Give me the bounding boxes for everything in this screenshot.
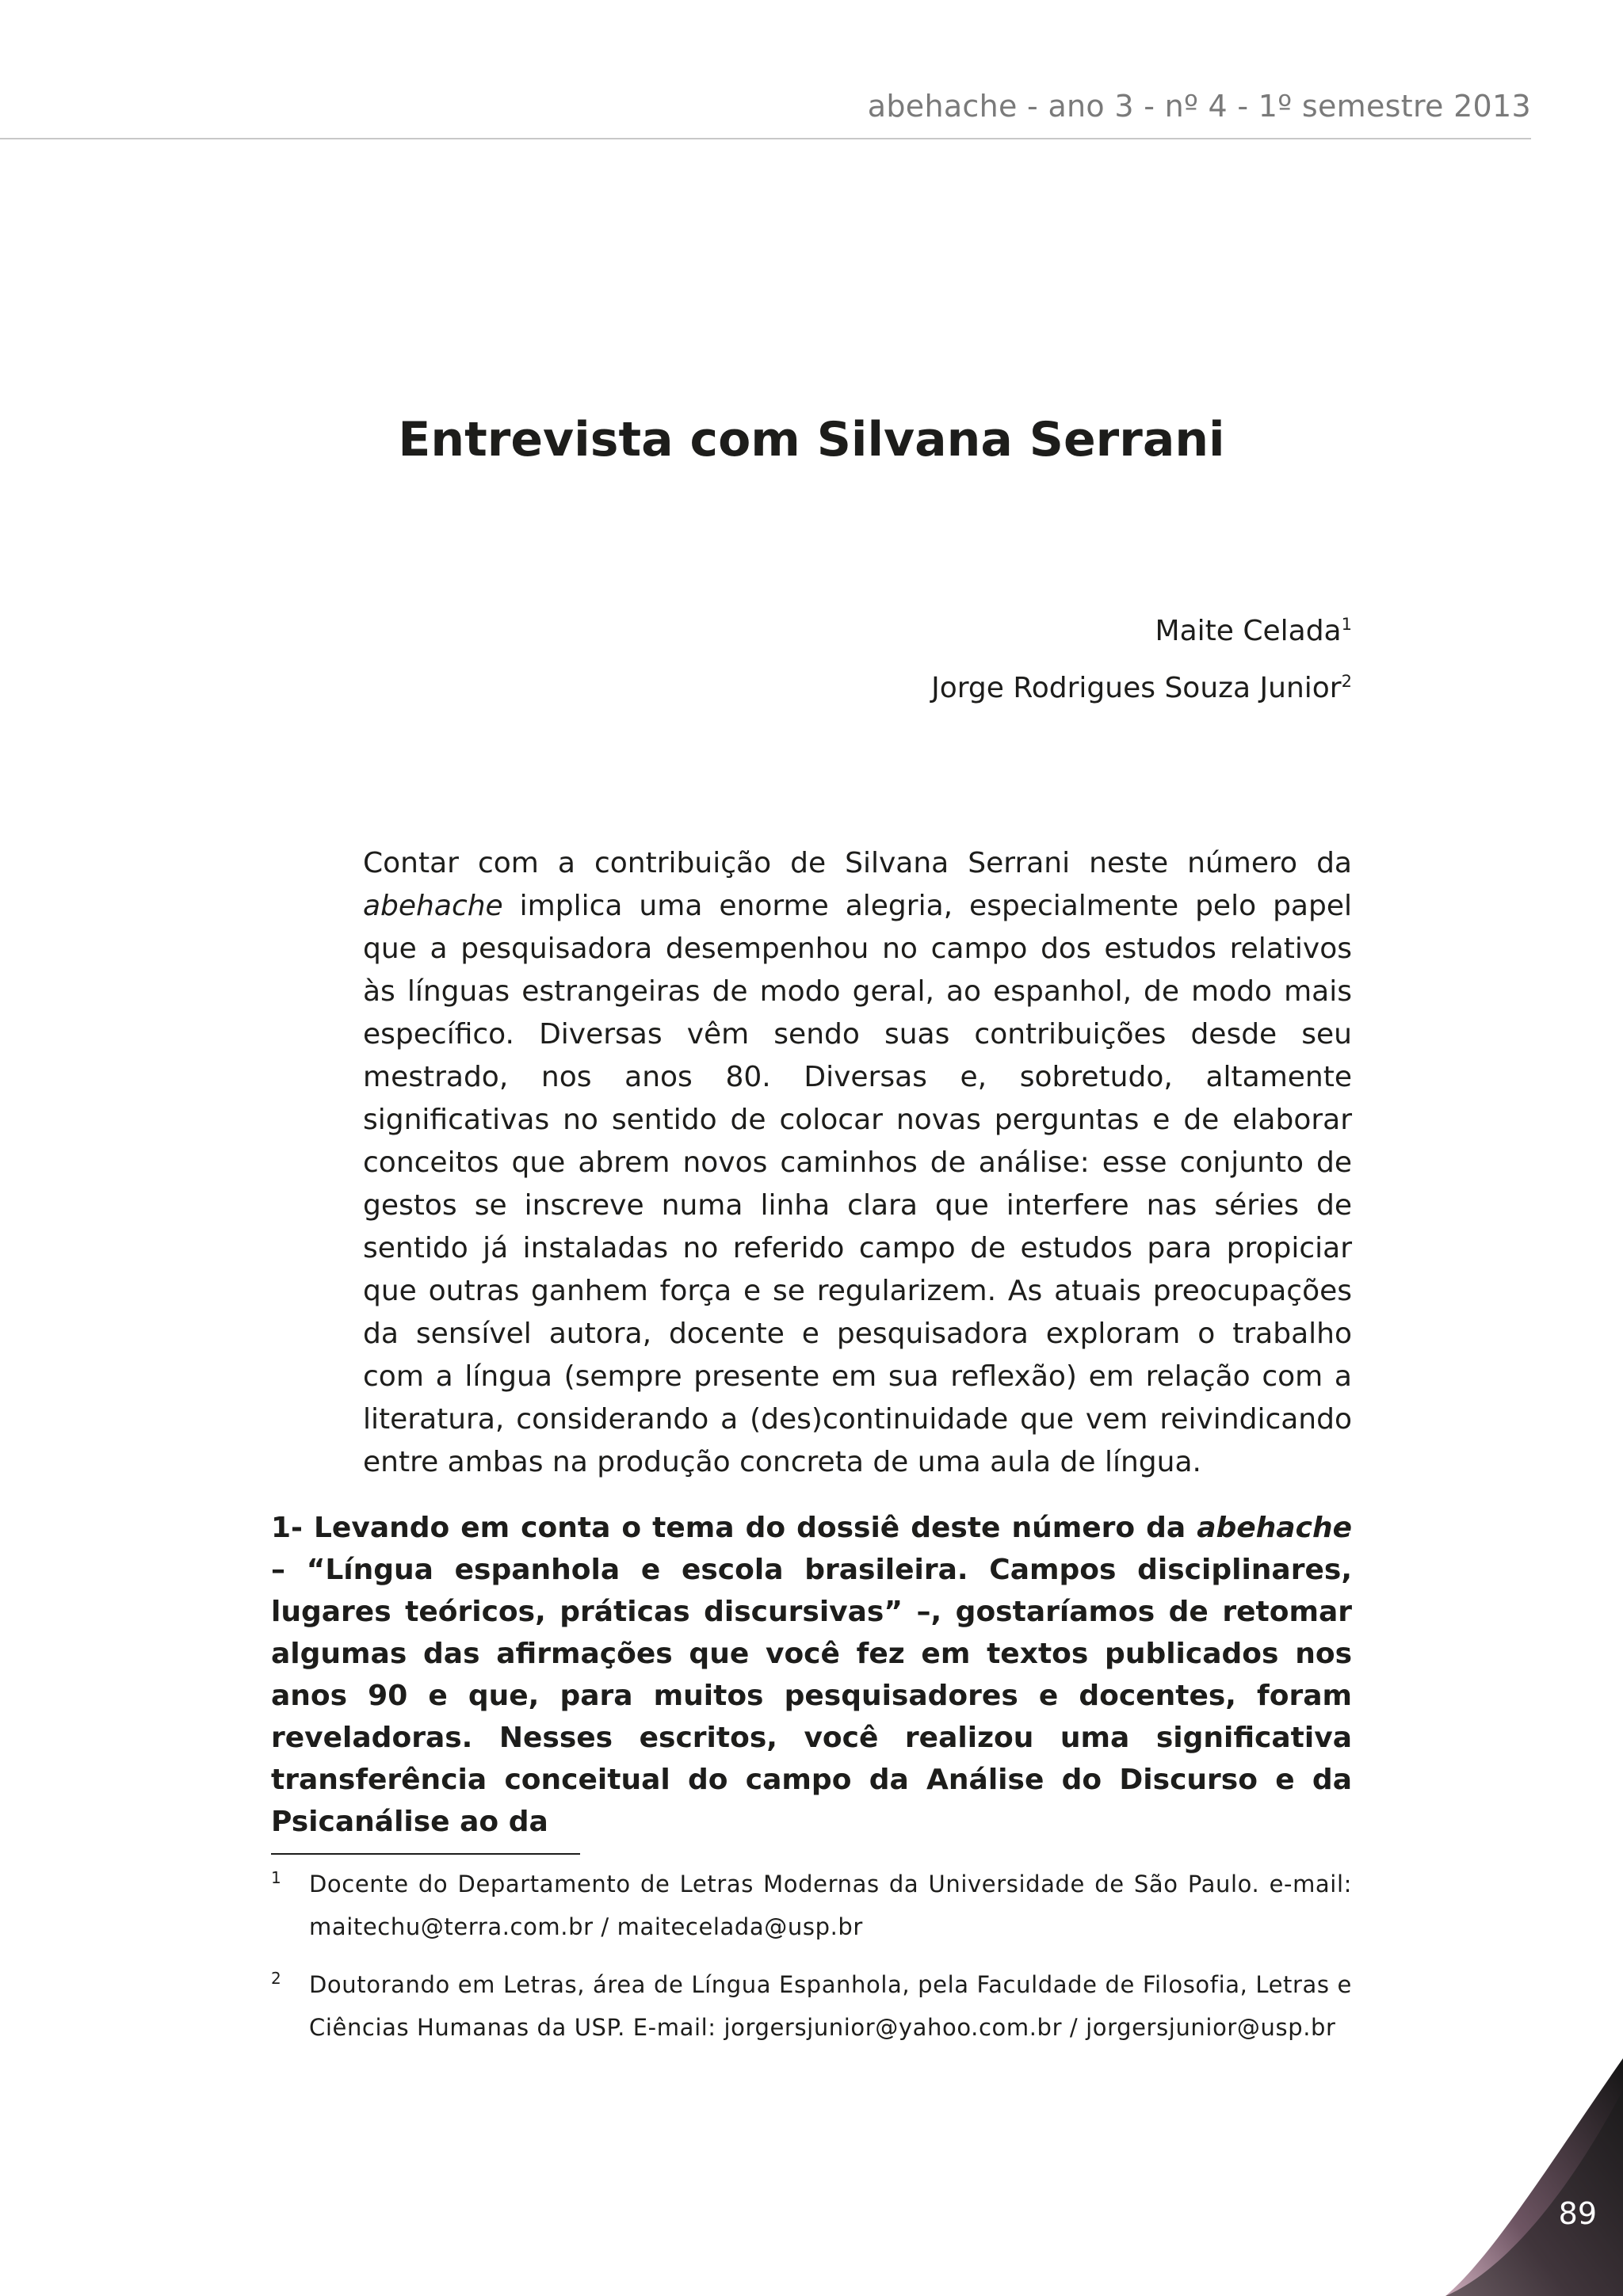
page-number: 89 <box>1558 2196 1597 2231</box>
header-rule <box>0 138 1531 139</box>
intro-text: implica uma enorme alegria, especialmente pelo papel que a pesquisadora desempenhou no campo dos estudos relativos às línguas estrangeiras de modo geral, ao espanhol, de modo mais específico. Diversas vêm sendo suas contribuições desde seu mestrado, nos anos 80. Diversas e, sobretudo, altamente significativas no sentido de colocar novas perguntas e de elaborar conceitos que abrem novos caminhos de análise: esse conjunto de gestos se inscreve numa linha clara que interfere nas séries de sentido já instaladas no referido campo de estudos para propiciar que outras ganhem força e se regularizem. As atuais preocupações da sensível autora, docente e pesquisadora exploram o trabalho com a língua (sempre presente em sua reflexão) em relação com a literatura, considerando a (des)continuidade que vem reivindicando entre ambas na produção concreta de uma aula de língua. <box>363 890 1352 1478</box>
footnote-text: Doutorando em Letras, área de Língua Espanhola, pela Faculdade de Filosofia, Letras e Ciências Humanas da USP. E-mail: jorgersjunior@yahoo.com.br / jorgersjunior@usp.br <box>309 1971 1352 2041</box>
journal-name: abehache <box>1197 1512 1352 1544</box>
footnote <box>271 1963 1352 2049</box>
author-name <box>931 672 1352 704</box>
running-header: abehache - ano 3 - nº 4 - 1º semestre 2013 <box>867 89 1531 124</box>
question-text: – “Língua espanhola e escola brasileira. Campos disciplinares, lugares teóricos, práticas discursivas” –, gostaríamos de retomar algumas das afirmações que você fez em textos publicados nos anos 90 e que, para muitos pesquisadores e docentes, foram reveladoras. Nesses escritos, você realizou uma significativa transferência conceitual do campo da Análise do Discurso e da Psicanálise ao da <box>271 1554 1352 1838</box>
article-title: Entrevista com Silvana Serrani <box>398 412 1225 467</box>
footnote-reference[interactable]: 1 <box>1341 615 1352 634</box>
footnote <box>271 1863 1352 1948</box>
author-name <box>1155 615 1352 647</box>
footnote-separator <box>271 1853 580 1855</box>
intro-text: Contar com a contribuição de Silvana Serrani neste número da <box>363 847 1352 879</box>
author-name-text: Jorge Rodrigues Souza Junior <box>931 672 1342 704</box>
interview-question <box>271 1507 1352 1843</box>
author-name-text: Maite Celada <box>1155 615 1342 647</box>
footnote-mark: 1 <box>271 1868 281 1887</box>
footnote-mark: 2 <box>271 1969 281 1988</box>
footnote-text: Docente do Departamento de Letras Modernas da Universidade de São Paulo. e-mail: maitechu@terra.com.br / maitecelada@usp.br <box>309 1871 1352 1940</box>
page-corner-decoration <box>1445 2058 1623 2296</box>
intro-paragraph <box>363 842 1352 1484</box>
journal-name: abehache <box>363 890 503 922</box>
question-text: 1- Levando em conta o tema do dossiê deste número da <box>271 1512 1197 1544</box>
footnote-reference[interactable]: 2 <box>1341 672 1352 691</box>
